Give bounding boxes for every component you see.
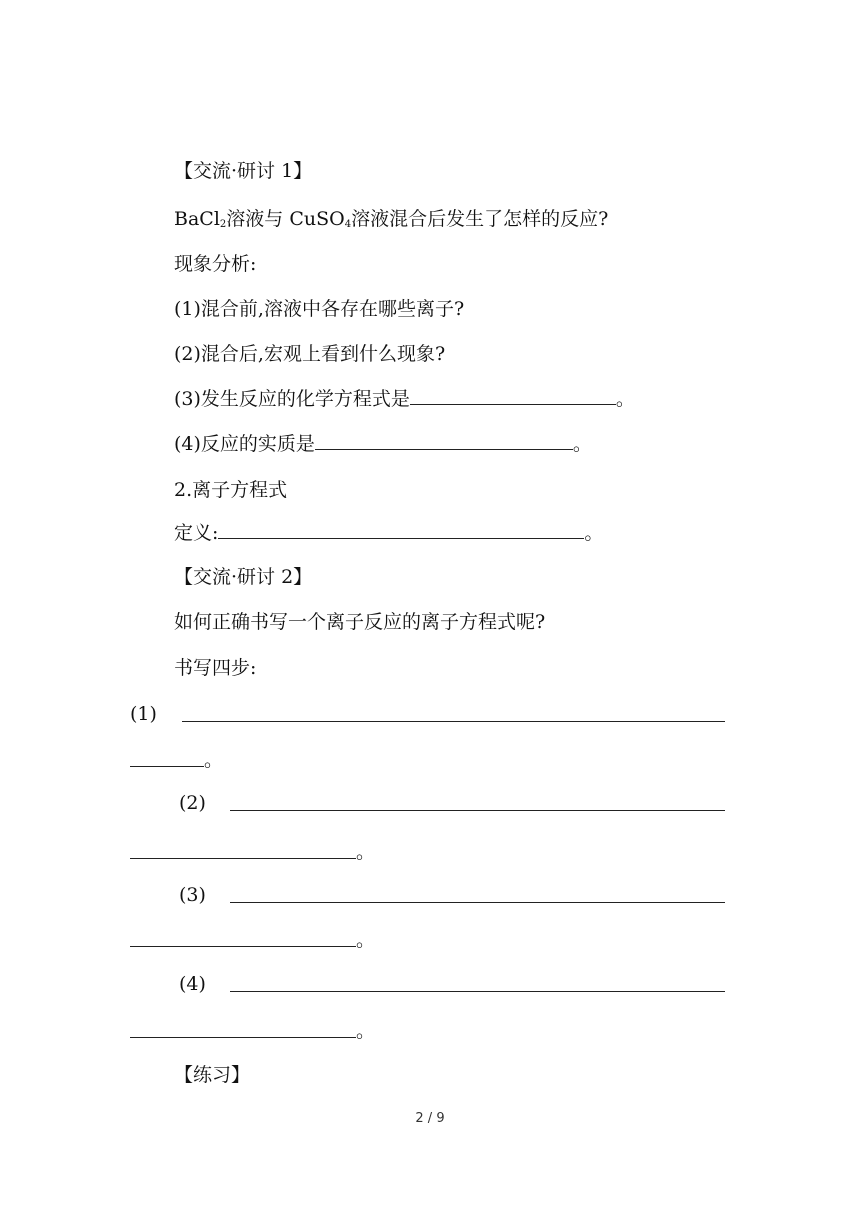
step-1-label: (1)	[130, 703, 157, 725]
page-number: 2 / 9	[415, 1111, 445, 1126]
formula-bacl: BaCl	[174, 208, 220, 230]
step-1-period: 。	[204, 749, 224, 771]
step-2-period: 。	[356, 841, 376, 863]
analysis-label: 现象分析:	[174, 253, 257, 275]
analysis-item-4	[174, 431, 592, 457]
step-4-period: 。	[356, 1020, 376, 1042]
step-2-blank-cont[interactable]	[130, 858, 356, 859]
definition-line	[174, 520, 603, 546]
question-2: 如何正确书写一个离子反应的离子方程式呢?	[174, 611, 546, 633]
step-4-blank[interactable]	[230, 991, 725, 992]
step-4-blank-cont[interactable]	[130, 1037, 356, 1038]
analysis-item-3	[174, 386, 635, 412]
question-1-end: 溶液混合后发生了怎样的反应?	[351, 208, 609, 230]
step-3-blank-cont[interactable]	[130, 946, 356, 947]
subscript-4: 4	[344, 219, 352, 230]
period: 。	[615, 388, 635, 410]
step-1-blank[interactable]	[182, 721, 725, 722]
period: 。	[584, 522, 604, 544]
heading-discussion-2: 【交流·研讨 2】	[174, 566, 313, 588]
step-4-label: (4)	[179, 973, 206, 995]
step-2-label: (2)	[179, 792, 206, 814]
equation-blank[interactable]	[410, 386, 616, 405]
heading-discussion-1: 【交流·研讨 1】	[174, 160, 313, 182]
definition-label: 定义:	[174, 522, 219, 544]
analysis-item-1: (1)混合前,溶液中各存在哪些离子?	[174, 298, 465, 320]
step-3-blank[interactable]	[230, 902, 725, 903]
question-1-mid: 溶液与 CuSO	[226, 208, 345, 230]
essence-blank[interactable]	[315, 431, 573, 450]
question-1	[174, 206, 608, 238]
steps-label: 书写四步:	[174, 657, 257, 679]
analysis-item-2: (2)混合后,宏观上看到什么现象?	[174, 343, 446, 365]
definition-blank[interactable]	[218, 520, 584, 539]
step-1-blank-cont[interactable]	[130, 766, 204, 767]
step-3-label: (3)	[179, 884, 206, 906]
analysis-item-3-text: (3)发生反应的化学方程式是	[174, 388, 410, 410]
practice-heading: 【练习】	[174, 1064, 251, 1086]
section-ionic-equation: 2.离子方程式	[174, 479, 288, 501]
subscript-2: 2	[219, 219, 227, 230]
period: 。	[572, 433, 592, 455]
step-3-period: 。	[356, 929, 376, 951]
analysis-item-4-text: (4)反应的实质是	[174, 433, 315, 455]
step-2-blank[interactable]	[230, 810, 725, 811]
